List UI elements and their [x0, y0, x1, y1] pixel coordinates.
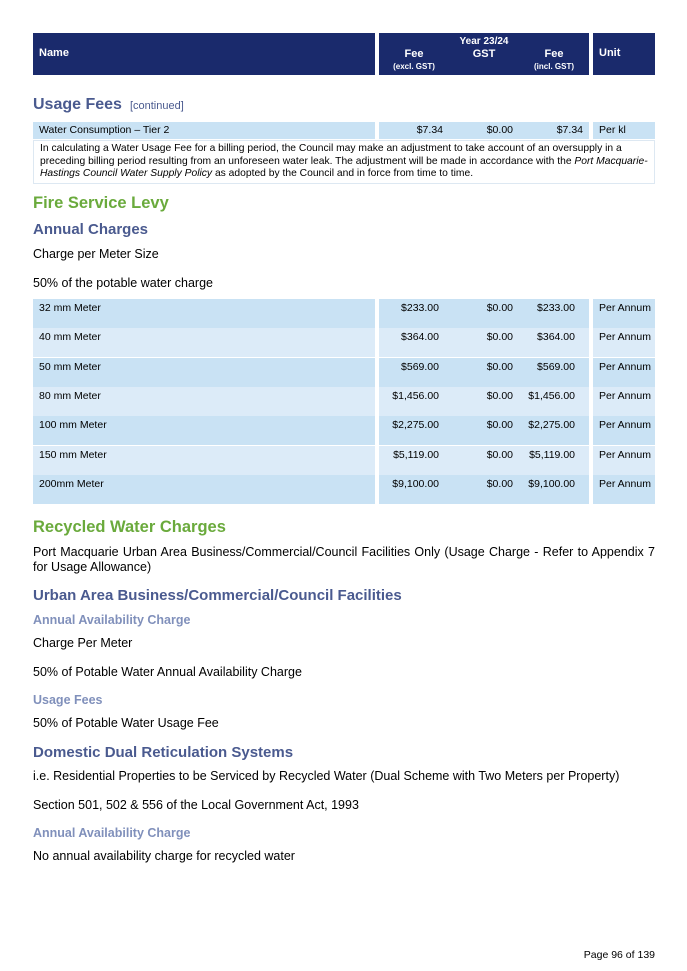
usage-fees-title: Usage Fees	[33, 96, 122, 113]
row-name: 150 mm Meter	[33, 446, 375, 475]
row-fee-incl: $569.00	[519, 358, 589, 387]
header-gst: GST	[472, 48, 496, 60]
usage-fees-heading	[33, 96, 184, 114]
header-fee-incl-label: Fee	[544, 48, 564, 60]
row-fee-excl: $2,275.00	[379, 416, 449, 445]
row-fee-incl: $233.00	[519, 299, 589, 328]
usage-fees-line: 50% of Potable Water Usage Fee	[33, 716, 219, 730]
header-unit: Unit	[593, 33, 655, 75]
row-fee-incl: $7.34	[519, 122, 589, 139]
page-number: Page 96 of 139	[583, 949, 655, 961]
recycled-water-heading: Recycled Water Charges	[33, 518, 226, 536]
table-row	[33, 299, 655, 328]
fire-service-heading: Fire Service Levy	[33, 194, 169, 212]
row-unit: Per Annum	[593, 416, 655, 445]
row-gst: $0.00	[449, 358, 519, 387]
row-fee-excl: $364.00	[379, 328, 449, 357]
row-gst: $0.00	[449, 122, 519, 139]
dual-availability-line: No annual availability charge for recycled water	[33, 849, 295, 863]
row-fee-excl: $569.00	[379, 358, 449, 387]
availability-line-2: 50% of Potable Water Annual Availability Charge	[33, 665, 302, 679]
row-unit: Per Annum	[593, 358, 655, 387]
row-name: 80 mm Meter	[33, 387, 375, 416]
note-text: In calculating a Water Usage Fee for a billing period, the Council may make an adjustment to take account of an oversupply in a preceding billing period resulting from an unforeseen water leak. The adjustment will be made in accordance with the	[40, 143, 622, 167]
row-gst: $0.00	[449, 416, 519, 445]
row-unit: Per Annum	[593, 475, 655, 504]
dual-reticulation-heading: Domestic Dual Reticulation Systems	[33, 744, 294, 761]
table-row	[33, 475, 655, 504]
row-name: 100 mm Meter	[33, 416, 375, 445]
annual-charges-heading: Annual Charges	[33, 221, 149, 238]
row-name: 50 mm Meter	[33, 358, 375, 387]
row-fee-excl: $5,119.00	[379, 446, 449, 475]
row-fee-excl: $1,456.00	[379, 387, 449, 416]
row-fee-incl: $364.00	[519, 328, 589, 357]
row-gst: $0.00	[449, 446, 519, 475]
row-unit: Per Annum	[593, 328, 655, 357]
row-fee-incl: $2,275.00	[519, 416, 589, 445]
dual-availability-heading: Annual Availability Charge	[33, 826, 191, 840]
table-row	[33, 358, 655, 387]
table-row	[33, 328, 655, 357]
table-row	[33, 446, 655, 475]
row-unit: Per Annum	[593, 299, 655, 328]
header-name: Name	[33, 33, 375, 75]
row-name: 40 mm Meter	[33, 328, 375, 357]
row-fee-excl: $9,100.00	[379, 475, 449, 504]
dual-line-1: i.e. Residential Properties to be Serviced by Recycled Water (Dual Scheme with Two Meters per Property)	[33, 769, 620, 783]
header-fee-excl	[379, 48, 449, 71]
fire-line-1: Charge per Meter Size	[33, 247, 159, 261]
dual-line-2: Section 501, 502 & 556 of the Local Government Act, 1993	[33, 798, 359, 812]
header-fee-excl-sub: (excl. GST)	[393, 62, 435, 71]
row-fee-incl: $1,456.00	[519, 387, 589, 416]
row-gst: $0.00	[449, 299, 519, 328]
row-name: 200mm Meter	[33, 475, 375, 504]
row-gst: $0.00	[449, 328, 519, 357]
header-year: Year 23/24	[459, 36, 509, 47]
row-fee-excl: $7.34	[379, 122, 449, 139]
row-gst: $0.00	[449, 387, 519, 416]
fire-line-2: 50% of the potable water charge	[33, 276, 213, 290]
row-name: Water Consumption – Tier 2	[33, 122, 375, 139]
table-row	[33, 416, 655, 445]
row-fee-incl: $9,100.00	[519, 475, 589, 504]
header-fee-incl-sub: (incl. GST)	[534, 62, 574, 71]
urban-area-heading: Urban Area Business/Commercial/Council Facilities	[33, 587, 402, 604]
usage-fees-subheading: Usage Fees	[33, 693, 103, 707]
row-unit: Per kl	[593, 122, 655, 139]
policy-name: Port Macquarie-Hastings Council Water Supply Policy	[40, 155, 648, 180]
availability-heading: Annual Availability Charge	[33, 613, 191, 627]
header-year-group	[379, 33, 589, 75]
availability-line-1: Charge Per Meter	[33, 636, 133, 650]
table-header	[33, 33, 655, 75]
row-fee-incl: $5,119.00	[519, 446, 589, 475]
header-fee-excl-label: Fee	[404, 48, 424, 60]
row-name: 32 mm Meter	[33, 299, 375, 328]
row-unit: Per Annum	[593, 446, 655, 475]
recycled-intro: Port Macquarie Urban Area Business/Commercial/Council Facilities Only (Usage Charge - Refer to Appendix 7 for Usage Allowance)	[33, 545, 655, 574]
row-gst: $0.00	[449, 475, 519, 504]
table-row	[33, 387, 655, 416]
usage-note	[33, 140, 655, 184]
row-fee-excl: $233.00	[379, 299, 449, 328]
row-unit: Per Annum	[593, 387, 655, 416]
continued-label: [continued]	[129, 100, 184, 112]
table-row	[33, 122, 655, 139]
header-fee-incl	[519, 48, 589, 71]
note-text-end: as adopted by the Council and in force from time to time.	[212, 168, 474, 180]
